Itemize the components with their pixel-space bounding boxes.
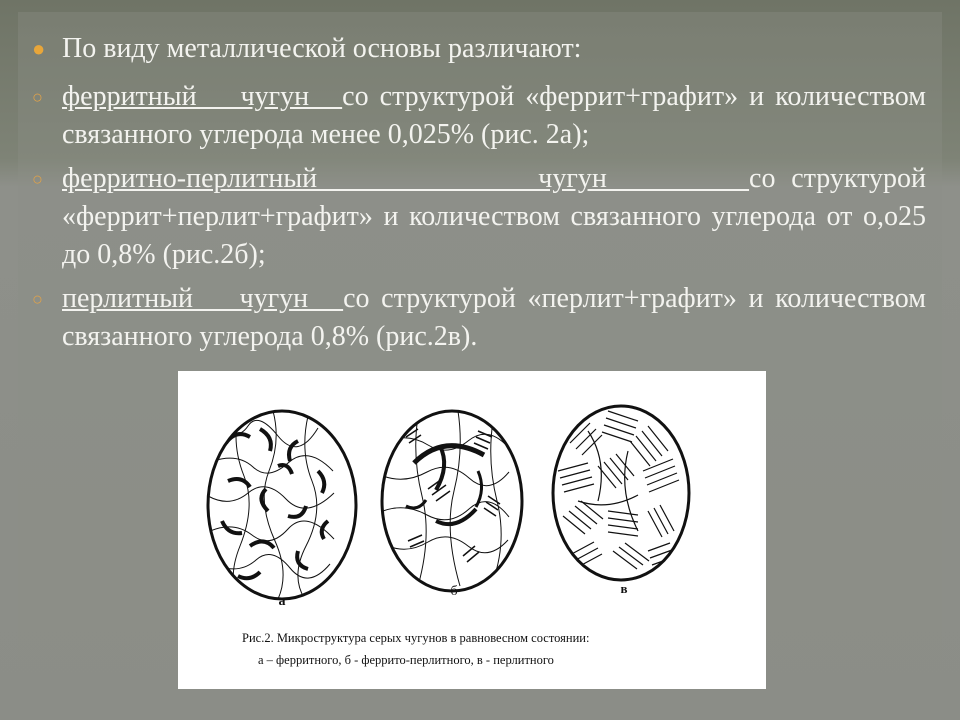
bullet-dot-icon: ● <box>32 36 46 61</box>
item-text: со структурой «феррит+перлит+графит» и количеством связанного углерода от о,о25 до 0,8% (рис.2б); <box>62 163 926 270</box>
item-text: со структурой «перлит+графит» и количеством связанного углерода 0,8% (рис.2в). <box>62 283 926 352</box>
bullet-ring-icon: ○ <box>32 289 43 309</box>
list-item <box>32 160 926 274</box>
item-term: ферритный чугун <box>62 81 343 112</box>
micrograph-b <box>382 411 522 591</box>
label-b: б <box>450 584 458 599</box>
bullet-ring-icon: ○ <box>32 87 43 107</box>
figure-svg <box>178 371 766 689</box>
heading-text: По виду металлической основы различают: <box>62 33 582 64</box>
slide-content <box>32 30 926 362</box>
bullet-ring-icon: ○ <box>32 169 43 189</box>
caption-line-2: а – ферритного, б - феррито-перлитного, в - перлитного <box>258 653 554 667</box>
list-item <box>32 78 926 154</box>
list-item <box>32 280 926 356</box>
item-term: перлитный чугун <box>62 283 344 314</box>
micrograph-c <box>553 406 689 580</box>
item-term: ферритно-перлитный чугун <box>62 163 750 194</box>
item-text: со структурой «феррит+графит» и количеством связанного углерода менее 0,025% (рис. 2а); <box>62 81 926 150</box>
label-a: а <box>278 594 286 609</box>
label-c: в <box>620 581 628 596</box>
micrograph-a <box>208 411 356 611</box>
heading-item <box>32 30 926 68</box>
caption-line-1: Рис.2. Микроструктура серых чугунов в равновесном состоянии: <box>242 631 590 645</box>
microstructure-figure <box>178 371 766 689</box>
